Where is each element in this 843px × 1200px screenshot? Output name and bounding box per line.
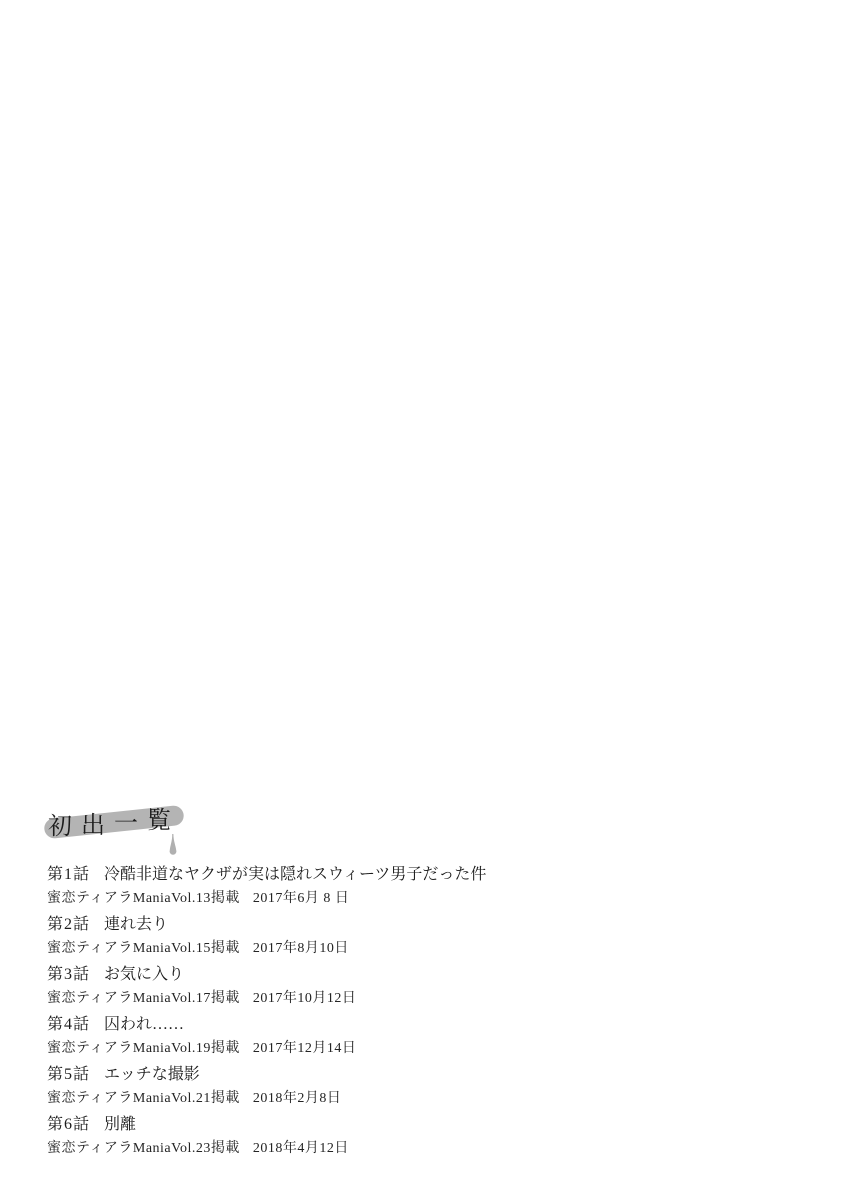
chapter-number: 第3話 <box>47 966 91 983</box>
page-title <box>48 808 171 840</box>
magazine-issue: 蜜恋ティアラManiaVol.13掲載 <box>47 891 240 906</box>
episode-title-line <box>47 1062 567 1087</box>
episode-title: 連れ去り <box>104 916 169 933</box>
magazine-issue: 蜜恋ティアラManiaVol.21掲載 <box>47 1091 240 1106</box>
publication-info-line <box>47 1037 567 1061</box>
episode-title: エッチな撮影 <box>104 1066 200 1083</box>
publication-date: 2018年4月12日 <box>252 1141 349 1156</box>
publication-entry <box>47 1012 567 1061</box>
publication-entry <box>47 962 567 1011</box>
publication-info-line <box>47 1137 567 1161</box>
episode-title-line <box>47 912 567 937</box>
ink-drip-icon <box>167 834 178 857</box>
chapter-number: 第5話 <box>47 1066 91 1083</box>
publication-date: 2017年10月12日 <box>252 991 357 1006</box>
publication-entry <box>47 912 567 961</box>
publication-entry <box>47 1112 567 1161</box>
magazine-issue: 蜜恋ティアラManiaVol.15掲載 <box>47 941 240 956</box>
episode-title: お気に入り <box>104 966 185 983</box>
magazine-issue: 蜜恋ティアラManiaVol.17掲載 <box>47 991 240 1006</box>
publication-date: 2017年8月10日 <box>252 941 349 956</box>
magazine-issue: 蜜恋ティアラManiaVol.19掲載 <box>47 1041 240 1056</box>
episode-title-line <box>47 1012 567 1037</box>
publication-date: 2018年2月8日 <box>252 1091 342 1106</box>
episode-title: 別離 <box>104 1116 137 1133</box>
publication-info-line <box>47 937 567 961</box>
magazine-issue: 蜜恋ティアラManiaVol.23掲載 <box>47 1141 240 1156</box>
episode-title-line <box>47 862 567 887</box>
chapter-number: 第1話 <box>47 866 91 883</box>
chapter-number: 第6話 <box>47 1116 91 1133</box>
publication-entry <box>47 862 567 911</box>
publication-date: 2017年6月 8 日 <box>252 891 350 906</box>
title-char: 一 <box>114 811 138 837</box>
episode-title: 冷酷非道なヤクザが実は隠れスウィーツ男子だった件 <box>104 866 487 883</box>
chapter-number: 第4話 <box>47 1016 91 1033</box>
publication-info-line <box>47 1087 567 1111</box>
episode-title: 囚われ…… <box>104 1016 185 1033</box>
publication-info-line <box>47 987 567 1011</box>
title-char: 出 <box>81 813 105 839</box>
publication-info-line <box>47 887 567 911</box>
title-char: 覧 <box>147 808 171 834</box>
publication-list <box>47 862 567 1162</box>
episode-title-line <box>47 1112 567 1137</box>
publication-date: 2017年12月14日 <box>252 1041 357 1056</box>
title-char: 初 <box>48 814 72 840</box>
chapter-number: 第2話 <box>47 916 91 933</box>
publication-entry <box>47 1062 567 1111</box>
episode-title-line <box>47 962 567 987</box>
